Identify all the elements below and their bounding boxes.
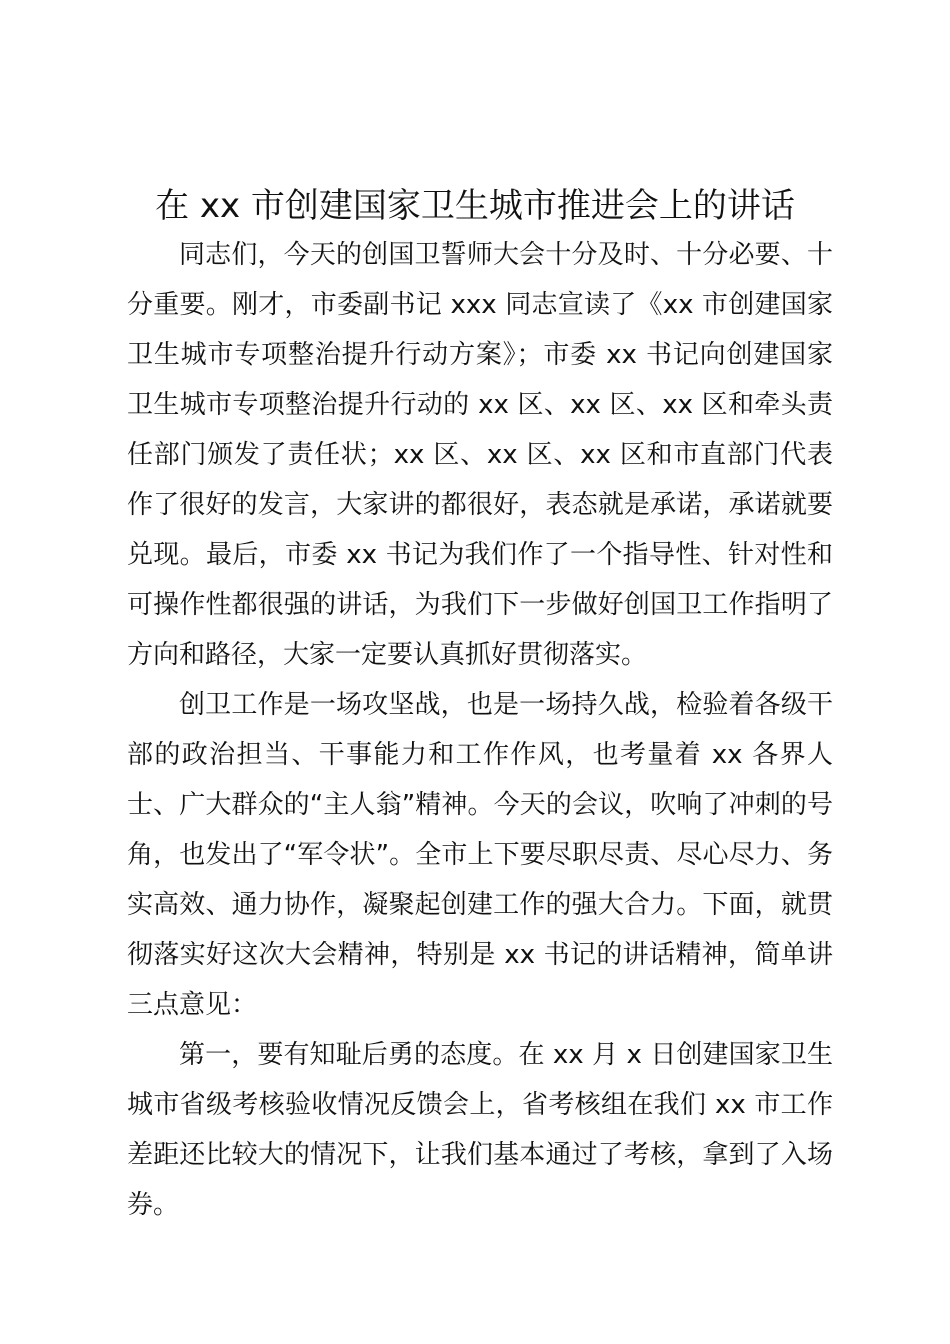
paragraph-point-one: 第一，要有知耻后勇的态度。在 xx 月 x 日创建国家卫生城市省级考核验收情况反馈会上，省考核组在我们 xx 市工作差距还比较大的情况下，让我们基本通过了考核，拿到了入场券。 [127,1040,833,1220]
paragraph-campaign: 创卫工作是一场攻坚战，也是一场持久战，检验着各级干部的政治担当、干事能力和工作作风，也考量着 xx 各界人士、广大群众的“主人翁”精神。今天的会议，吹响了冲刺的号角，也发出了“军令状”。全市上下要尽职尽责、尽心尽力、务实高效、通力协作，凝聚起创建工作的强大合力。下面，就贯彻落实好这次大会精神，特别是 xx 书记的讲话精神，简单讲三点意见： [127,690,833,1020]
document-body [127,230,833,1230]
paragraph-opening: 同志们，今天的创国卫誓师大会十分及时、十分必要、十分重要。刚才，市委副书记 xxx 同志宣读了《xx 市创建国家卫生城市专项整治提升行动方案》；市委 xx 书记向创建国家卫生城市专项整治提升行动的 xx 区、xx 区、xx 区和牵头责任部门颁发了责任状；xx 区、xx 区、xx 区和市直部门代表作了很好的发言，大家讲的都很好，表态就是承诺，承诺就要兑现。最后，市委 xx 书记为我们作了一个指导性、针对性和可操作性都很强的讲话，为我们下一步做好创国卫工作指明了方向和路径，大家一定要认真抓好贯彻落实。 [127,240,833,670]
document-title: 在 xx 市创建国家卫生城市推进会上的讲话 [155,186,795,226]
